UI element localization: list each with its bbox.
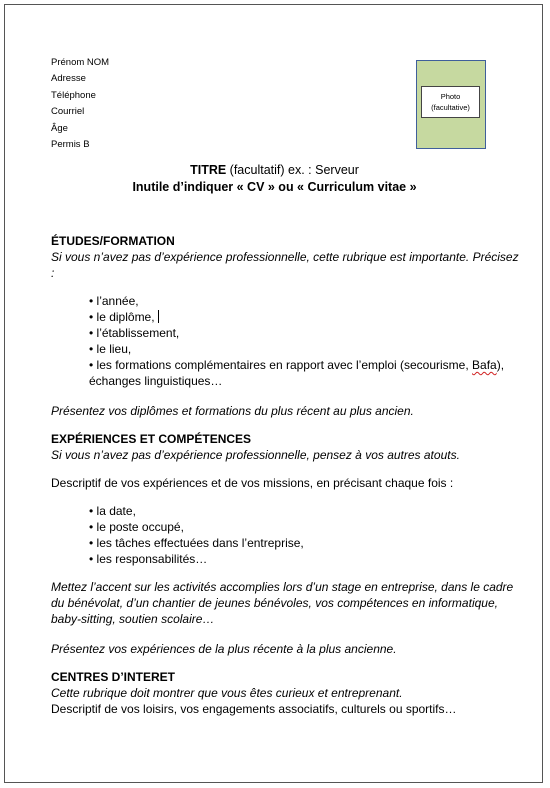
list-item: • les responsabilités… [89,552,208,566]
interets-line1: Cette rubrique doit montrer que vous êtes curieux et entreprenant. [51,686,403,700]
interets-line2: Descriptif de vos loisirs, vos engagements associatifs, culturels ou sportifs… [51,702,457,716]
etudes-list [51,293,521,389]
list-item: • le poste occupé, [89,520,184,534]
subtitle-line: Inutile d’indiquer « CV » ou « Curriculum vitae » [132,180,417,194]
experiences-accent: Mettez l’accent sur les activités accomplies lors d’un stage en entreprise, dans le cadre du bénévolat, d’un chantier de jeunes bénévoles, vos compétences en informatique, baby-sitting, soutien scolaire… [51,580,514,626]
title-rest: (facultatif) ex. : Serveur [226,163,359,177]
etudes-intro: Si vous n’avez pas d’expérience professionnelle, cette rubrique est importante. Précisez : [51,250,519,280]
contact-license: Permis B [51,139,90,151]
text-cursor [158,310,160,323]
photo-label [421,86,480,118]
spellcheck-word: Bafa [472,358,497,372]
list-item-continuation: échanges linguistiques… [89,374,223,388]
section-heading-etudes: ÉTUDES/FORMATION [51,234,175,248]
list-item-text: ), [496,358,505,372]
photo-label-line1: Photo [440,92,461,101]
contact-phone: Téléphone [51,89,96,101]
list-item: • le lieu, [89,342,132,356]
contact-block [51,55,109,153]
document-page [4,4,543,783]
experiences-note: Présentez vos expériences de la plus récente à la plus ancienne. [51,642,397,656]
experiences-desc: Descriptif de vos expériences et de vos missions, en précisant chaque fois : [51,476,454,490]
list-item: • les tâches effectuées dans l’entreprise, [89,536,304,550]
list-item-text: • le diplôme, [89,310,155,324]
title-bold: TITRE [190,163,227,177]
list-item-text: • les formations complémentaires en rapport avec l’emploi (secourisme, [89,358,473,372]
contact-name: Prénom NOM [51,57,110,68]
contact-address: Adresse [51,73,86,85]
list-item: • l’établissement, [89,326,180,340]
section-heading-interets: CENTRES D’INTERET [51,670,176,684]
list-item: • l’année, [89,294,139,308]
list-item: • la date, [89,504,136,518]
list-item [89,357,521,373]
section-heading-experiences: EXPÉRIENCES ET COMPÉTENCES [51,432,252,446]
experiences-intro: Si vous n’avez pas d’expérience professionnelle, pensez à vos autres atouts. [51,448,460,462]
photo-label-line2: (facultative) [431,103,470,112]
photo-placeholder [416,60,486,149]
contact-email: Courriel [51,106,85,118]
document-content [51,233,521,717]
title-block [5,162,544,196]
title-line [5,162,544,179]
list-item [89,309,521,325]
experiences-list [51,503,521,567]
etudes-note: Présentez vos diplômes et formations du plus récent au plus ancien. [51,404,414,418]
contact-age: Âge [51,122,68,134]
